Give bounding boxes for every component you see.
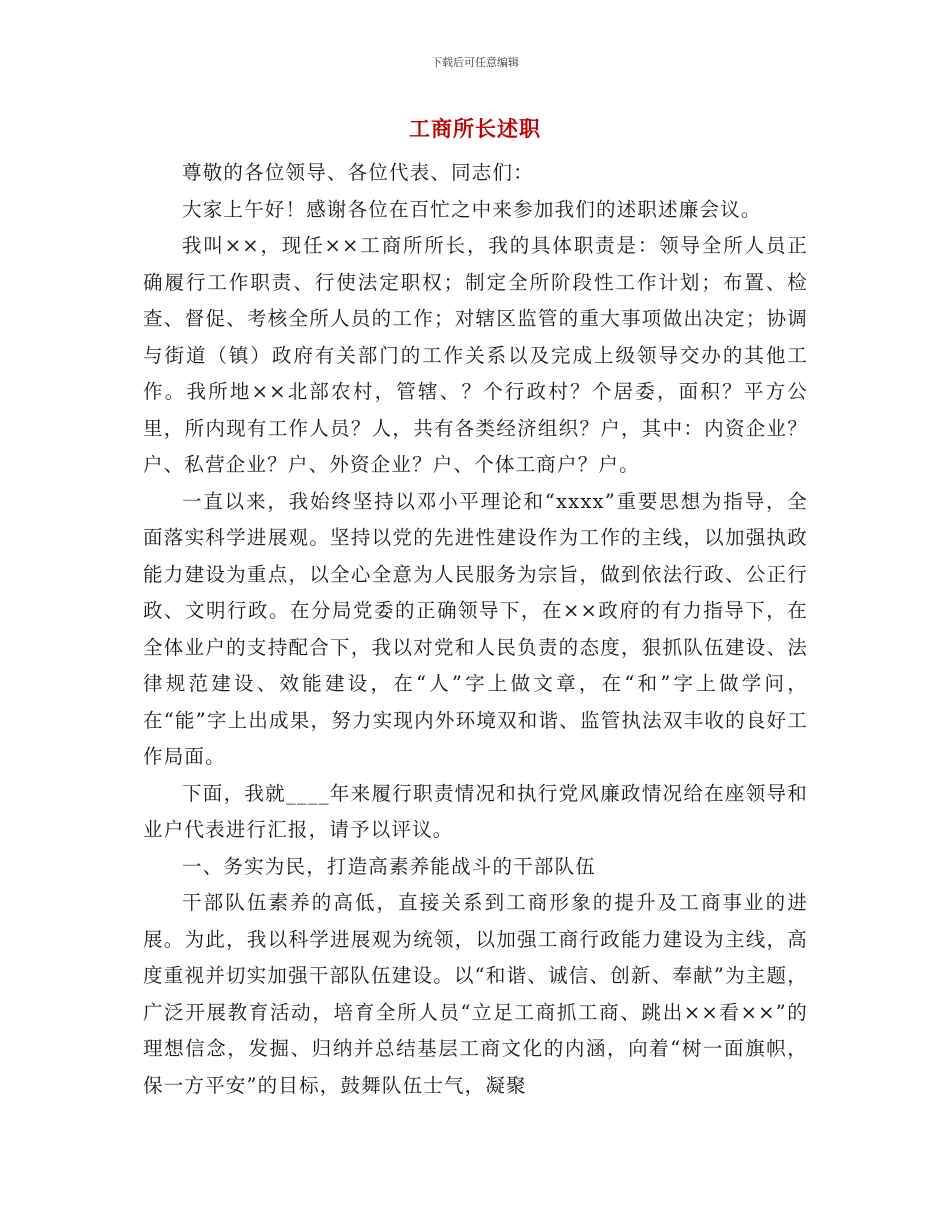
paragraph-report-intro: 下面，我就____年来履行职责情况和执行党风廉政情况给在座领导和业户代表进行汇报，请予以评议。 [143,781,808,841]
page-header-note: 下载后可任意编辑 [431,56,519,69]
document-body [143,155,808,1104]
section-heading-1: 一、务实为民，打造高素养能战斗的干部队伍 [182,854,597,878]
paragraph-opening: 大家上午好！感谢各位在百忙之中来参加我们的述职述廉会议。 [182,197,762,221]
paragraph-greeting: 尊敬的各位领导、各位代表、同志们： [182,161,534,184]
document-title: 工商所长述职 [409,116,541,141]
paragraph-guiding-thought: 一直以来，我始终坚持以邓小平理论和“xxxx”重要思想为指导，全面落实科学进展观。坚持以党的先进性建设作为工作的主线，以加强执政能力建设为重点，以全心全意为人民服务为宗旨，做到依法行政、公正行政、文明行政。在分局党委的正确领导下，在××政府的有力指导下，在全体业户的支持配合下，我以对党和人民负责的态度，狠抓队伍建设、法律规范建设、效能建设，在“人”字上做文章，在“和”字上做学问，在“能”字上出成果，努力实现内外环境双和谐、监管执法双丰收的良好工作局面。 [143,489,808,768]
paragraph-team-building: 干部队伍素养的高低，直接关系到工商形象的提升及工商事业的进展。为此，我以科学进展观为统领，以加强工商行政能力建设为主线，高度重视并切实加强干部队伍建设。以“和谐、诚信、创新、奉献”为主题，广泛开展教育活动，培育全所人员“立足工商抓工商、跳出××看××”的理想信念，发掘、归纳并总结基层工商文化的内涵，向着“树一面旗帜，保一方平安”的目标，鼓舞队伍士气，凝聚 [143,891,808,1097]
paragraph-introduction: 我叫××，现任××工商所所长，我的具体职责是：领导全所人员正确履行工作职责、行使法定职权；制定全所阶段性工作计划；布置、检查、督促、考核全所人员的工作；对辖区监管的重大事项做出决定；协调与街道（镇）政府有关部门的工作关系以及完成上级领导交办的其他工作。我所地××北部农村，管辖、？个行政村？个居委，面积？平方公里，所内现有工作人员？人，共有各类经济组织？户，其中：内资企业？户、私营企业？户、外资企业？户、个体工商户？户。 [143,234,808,476]
